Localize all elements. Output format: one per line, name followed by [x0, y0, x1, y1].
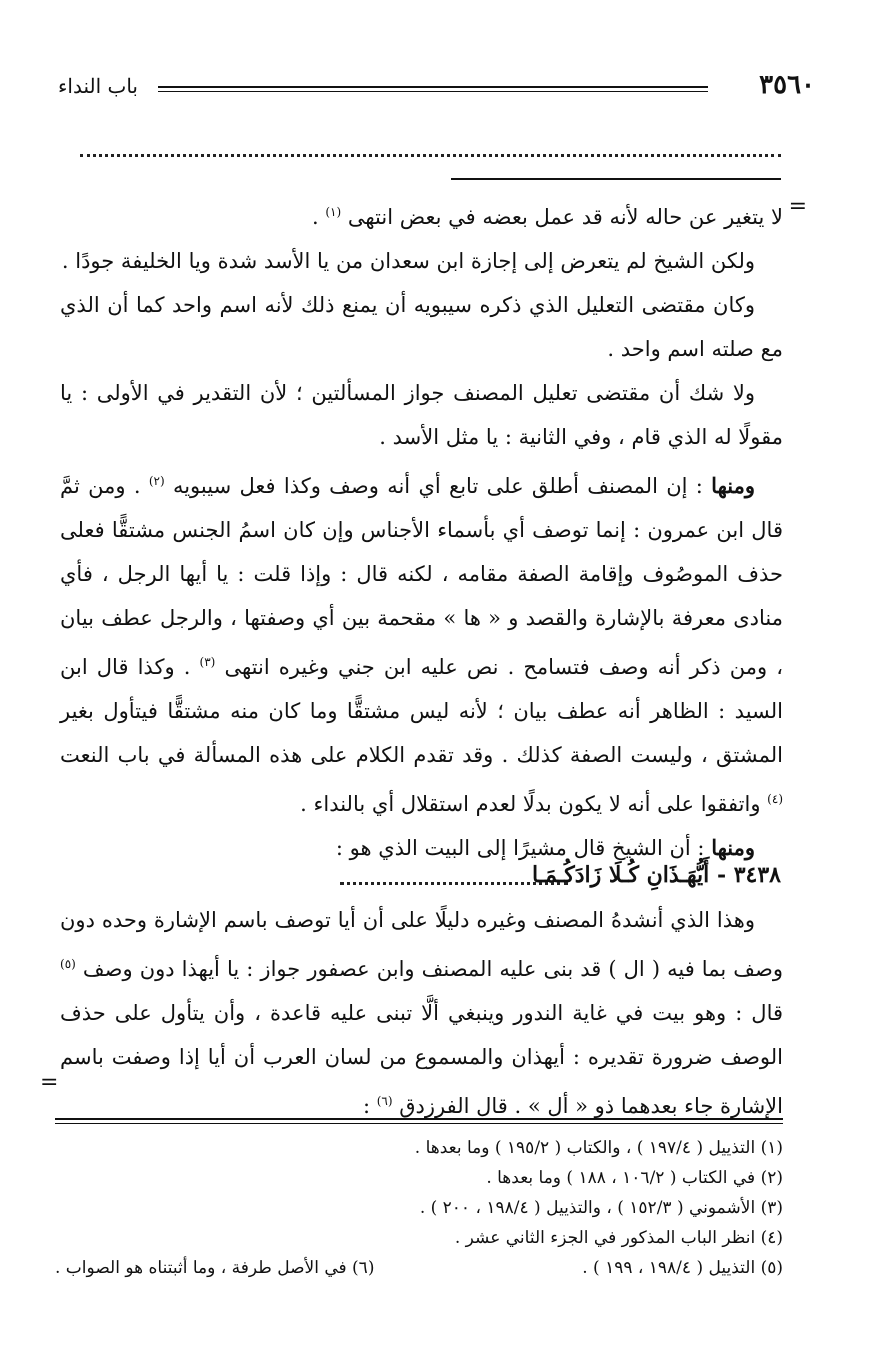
- verse-dotted-line: [340, 870, 568, 885]
- footnote-ref: (٦): [376, 1094, 393, 1108]
- paragraph: وهذا الذي أنشدهُ المصنف وغيره دليلًا على أن أيا توصف باسم الإشارة وحده دون وصف بما فيه ( ال ) قد بنى عليه المصنف وابن عصفور جواز : يا أيهذا دون وصف $^{(٥)}$ قال : وهو بيت في غاية الندور وينبغي ألَّا تبنى عليه قاعدة ، وأن يتأول على حذف الوصف ضرورة تقديره : أيهذان والمسموع من لسان العرب أن أيا إذا وصفت باسم الإشارة جاء بعدهما ذو « أل » . قال الفرزدق $^{(٦)}$ :: [60, 908, 783, 1118]
- footnote: (٦) في الأصل طرفة ، وما أثبتناه هو الصواب .: [55, 1258, 375, 1278]
- paragraph: لا يتغير عن حاله لأنه قد عمل بعضه في بعض انتهى $^{(١)}$ .: [312, 205, 783, 229]
- footnotes: [55, 1133, 783, 1283]
- poetry-verse: [532, 862, 781, 888]
- lead-word: ومنها: [711, 835, 755, 860]
- footnote-ref: (١): [325, 205, 342, 219]
- footnote: (١) التذييل ( ١٩٧/٤ ) ، والكتاب ( ١٩٥/٢ ) وما بعدها .: [414, 1138, 783, 1158]
- verse-number: ٣٤٣٨ -: [716, 862, 781, 888]
- main-text: [60, 190, 783, 870]
- footnote: (٢) في الكتاب ( ١٠٦/٢ ، ١٨٨ ) وما بعدها .: [486, 1168, 783, 1188]
- paragraph: وكان مقتضى التعليل الذي ذكره سيبويه أن يمنع ذلك لأنه اسم واحد كما أن الذي مع صلته اسم واحد .: [60, 293, 783, 361]
- lead-word: ومنها: [711, 473, 755, 498]
- margin-continuation-mark: =: [40, 1070, 59, 1095]
- verse-text: أَيُّهَـذَانِ كُـلَا زَادَكُـمَـا: [531, 862, 710, 888]
- footnote: (٥) التذييل ( ١٩٨/٤ ، ١٩٩ ) .: [582, 1258, 783, 1278]
- footnote-ref: (٤): [767, 792, 783, 806]
- footnote-row: [55, 1253, 783, 1283]
- margin-continuation-mark: =: [788, 194, 807, 219]
- page-number: ٣٥٦٠: [759, 70, 815, 100]
- footnote-ref: (٢): [148, 474, 165, 488]
- header-rule: [158, 86, 708, 88]
- chapter-title: باب النداء: [58, 74, 138, 98]
- header-rule-thin: [158, 91, 708, 92]
- paragraph: ولا شك أن مقتضى تعليل المصنف جواز المسألتين ؛ لأن التقدير في الأولى : يا مقولًا له الذي قام ، وفي الثانية : يا مثل الأسد .: [60, 381, 783, 449]
- footnote: (٣) الأشموني ( ١٥٢/٣ ) ، والتذييل ( ١٩٨/٤ ، ٢٠٠ ) .: [419, 1198, 783, 1218]
- paragraph: ومنها : أن الشيخ قال مشيرًا إلى البيت الذي هو :: [335, 835, 755, 860]
- footnote-ref: (٥): [60, 957, 76, 971]
- footnote-rule: [55, 1118, 783, 1120]
- dotted-separator: [80, 140, 781, 157]
- footnote-rule-thin: [55, 1123, 783, 1124]
- paragraph: ولكن الشيخ لم يتعرض إلى إجازة ابن سعدان من يا الأسد شدة ويا الخليفة جودًا .: [61, 249, 755, 273]
- footnote-ref: (٣): [199, 655, 216, 669]
- top-rule: [451, 178, 781, 180]
- main-text-continued: [60, 898, 783, 1128]
- footnote: (٤) انظر الباب المذكور في الجزء الثاني عشر .: [454, 1228, 783, 1248]
- paragraph: ومنها : إن المصنف أطلق على تابع أي أنه وصف وكذا فعل سيبويه $^{(٢)}$ . ومن ثمَّ قال ابن عمرون : إنما توصف أي بأسماء الأجناس وإن كان اسمُ الجنس مشتقًّا فعلى حذف الموصُوف وإقامة الصفة مقامه ، لكنه قال : وإذا قلت : يا أيها الرجل ، فأي منادى معرفة بالإشارة والقصد و « ها » مقحمة بين أي وصفتها ، والرجل عطف بيان ، ومن ذكر أنه وصف فتسامح . نص عليه ابن جني وغيره انتهى $^{(٣)}$ . وكذا قال ابن السيد : الظاهر أنه عطف بيان ؛ لأنه ليس مشتقًّا وما كان منه مشتقًّا فيتأول بغير المشتق ، وليست الصفة كذلك . وقد تقدم الكلام على هذه المسألة في باب النعت $^{(٤)}$ واتفقوا على أنه لا يكون بدلًا لعدم استقلال أي بالنداء .: [60, 473, 783, 816]
